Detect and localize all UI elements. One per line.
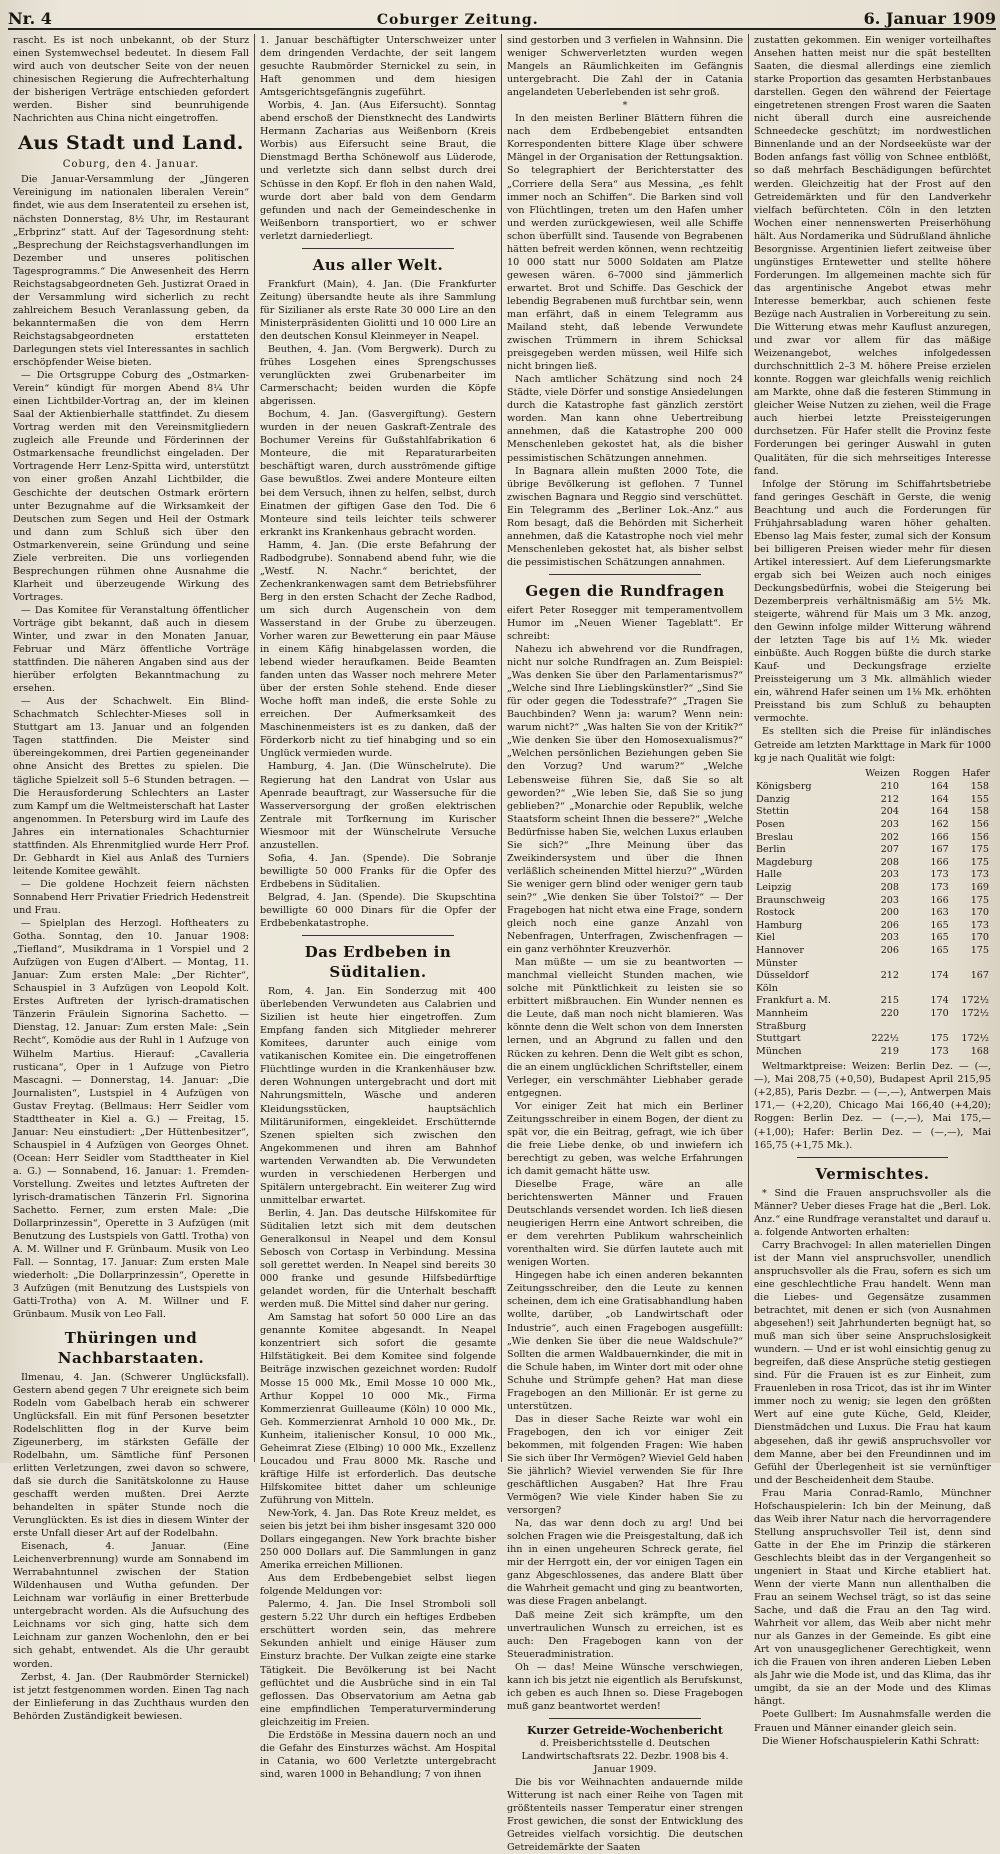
divider bbox=[797, 1157, 949, 1158]
city-cell: Frankfurt a. M. bbox=[756, 995, 831, 1007]
price-cell: 170 bbox=[970, 907, 989, 919]
price-cell: 203 bbox=[880, 932, 899, 944]
table-row bbox=[754, 920, 991, 933]
price-cell: 215 bbox=[880, 995, 899, 1007]
price-cell: 206 bbox=[880, 944, 899, 956]
price-cell: 206 bbox=[880, 919, 899, 931]
table-row bbox=[754, 794, 991, 807]
price-cell: 222½ bbox=[871, 1033, 899, 1045]
price-cell: 175 bbox=[970, 944, 989, 956]
article-paragraph: — Aus der Schachwelt. Ein Blind-Schachmatch Schlechter-Mieses soll in Stuttgart am 13. Januar und an folgenden Tagen stattfinden. Die Meister sind übereingekommen, drei Partien gegeneinander ohne Ansicht des Brettes zu spielen. Die tägliche Spielzeit soll 5–6 Stunden betragen. — Die Herausforderung Schlechters an Laster zum Kampf um die Weltmeisterschaft hat Laster angenommen. In Petersburg wird im Laufe des Jahres ein internationales Schachturnier stattfinden. Als Ehrenmitglied wurde Herr Prof. Dr. Gebhardt in Kiel aus Anlaß des Turniers leitende Komitee gewählt. bbox=[13, 696, 249, 877]
article-paragraph: sind gestorben und 3 verfielen in Wahnsinn. Die weniger Schwerverletzten wurden wegen Mangels an Räumlichkeiten im Gefängnis untergebracht. Die Zahl der in Catania angelandeten Ueberlebenden ist sehr groß. bbox=[507, 35, 743, 99]
section-heading: Gegen die Rundfragen bbox=[525, 581, 725, 600]
price-cell: 170 bbox=[970, 932, 989, 944]
city-cell: Rostock bbox=[756, 907, 795, 919]
column-4 bbox=[749, 34, 996, 1747]
article-paragraph: Bochum, 4. Jan. (Gasvergiftung). Gestern wurden in der neuen Gaskraft-Zentrale des Bochumer Vereins für Gußstahlfabrikation 6 Monteure, die mit Reparaturarbeiten beschäftigt waren, durch ausströmende giftige Gase bewußtlos. Zwei andere Monteure eilten bei dem Versuch, ihnen zu helfen, selbst, durch Einatmen der giftigen Gase den Tod. Die 6 Monteure sind teils leichter teils schwerer erkrankt ins Krankenhaus gebracht worden. bbox=[260, 409, 496, 538]
price-cell: 203 bbox=[880, 894, 899, 906]
price-cell: 165 bbox=[930, 919, 949, 931]
table-row bbox=[754, 983, 991, 996]
price-cell: 173 bbox=[970, 919, 989, 931]
divider bbox=[549, 574, 700, 575]
city-cell: Stuttgart bbox=[756, 1033, 801, 1045]
city-cell: Halle bbox=[756, 869, 782, 881]
price-cell: 155 bbox=[970, 793, 989, 805]
article-paragraph: Vor einiger Zeit hat mich ein Berliner Zeitungsschreiber in einem Bogen, der dient zu spät vor, die ein Beitrag, gefragt, wie ich über die freie Liebe denke, ob und inwiefern ich berechtigt zu geben, was welche Erfahrungen ich damit gemacht hätte usw. bbox=[507, 1100, 743, 1177]
dateline: Coburg, den 4. Januar. bbox=[62, 159, 200, 171]
table-row bbox=[754, 806, 991, 819]
article-paragraph: — Spielplan des Herzogl. Hoftheaters zu Gotha. Sonntag, den 10. Januar 1908: „Tiefland“, Musikdrama in 1 Vorspiel und 2 Aufzügen von Eugen d'Albert. — Montag, 11. Januar: Zum ersten Male: „Der Richter“, Schauspiel in 3 Aufzügen von Leopold Kolt. Erstes Auftreten der lyrisch-dramatischen Tänzerin Fräulein Signorina Sachetto. — Dienstag, 12. Januar: Zum ersten Male: „Sein Recht“, Komödie aus der Ruhl in 1 Aufzuge von Wilhelm Martius. Hierauf: „Cavalleria rusticana“, Oper in 1 Aufzuge von Pietro Mascagni. — Donnerstag, 14. Januar: „Die Journalisten“, Lustspiel in 4 Aufzügen von Gustav Freytag. (Bellmaus: Herr Seidler vom Stadttheater in Kiel a. G.) — Freitag, 15. Januar: Neu einstudiert: „Der Hüttenbesitzer“, Schauspiel in 4 Aufzügen von Georges Ohnet. (Ocean: Herr Seidler vom Stadttheater in Kiel a. G.) — Sonnabend, 16. Januar: 1. Fremden-Vorstellung. Zweites und letztes Auftreten der lyrisch-dramatischen Tänzerin Frl. Signorina Sachetto. Ferner, zum ersten Male: „Die Dollarprinzessin“, Operette in 3 Aufzügen (mit Benutzung des Lustspiels von Gattl. Trotha) von A. M. Willner und F. Grünbaum. Musik von Leo Fall. — Sonntag, 17. Januar: Zum ersten Male wiederholt: „Die Dollarprinzessin“, Operette in 3 Aufzügen (mit Benutzung des Lustspiels von Gatti-Trotha) von A. M. Willner und F. Grünbaum. Musik von Leo Fall. bbox=[13, 918, 249, 1321]
article-paragraph: — Das Komitee für Veranstaltung öffentlicher Vorträge gibt bekannt, daß auch in diesem Winter, und zwar in den Monaten Januar, Februar und März öffentliche Vorträge stattfinden. Die näheren Angaben sind aus der hierüber erfolgten Bekanntmachung zu ersehen. bbox=[13, 604, 249, 695]
article-paragraph: 1. Januar beschäftigter Unterschweizer unter dem dringenden Verdachte, der seit langem gesuchte Raubmörder Sternickel zu sein, in Haft genommen und dem hiesigen Amtsgerichtsgefängnis zugeführt. bbox=[260, 35, 496, 99]
article-paragraph: In Bagnara allein mußten 2000 Tote, die übrige Bevölkerung ist geflohen. 7 Tunnel zwischen Bagnara und Reggio sind verschüttet. Ein Telegramm des „Berliner Lok.-Anz.“ aus Rom besagt, daß die Behörden mit Sicherheit annehmen, daß die Katastrophe noch viel mehr Menschenleben gekostet hat, als bisher selbst die pessimistischen Schätzungen annahmen. bbox=[507, 465, 743, 568]
table-header-cell: Hafer bbox=[962, 767, 990, 779]
price-cell: 175 bbox=[970, 856, 989, 868]
table-row bbox=[754, 970, 991, 983]
section-heading: Thüringen und Nachbarstaaten. bbox=[57, 1328, 205, 1367]
price-cell: 175 bbox=[930, 1033, 949, 1045]
article-paragraph: Ilmenau, 4. Jan. (Schwerer Unglücksfall). Gestern abend gegen 7 Uhr ereignete sich beim Rodeln vom Gabelbach herab ein schwerer Unglücksfall. Ein mit fünf Personen besetzter Rodelschlitten flog in der Kurve beim Zigeunerberg, im stärksten Gefälle der Rodelbahn, um. Sämtliche fünf Personen erlitten Verletzungen, zwei davon so schwere, daß sie durch die Sanitätskolonne zu Hause geschafft werden mußten. Drei Aerzte behandelten in später Stunde noch die Verunglückten. Es ist dies in diesem Winter der erste Unfall dieser Art auf der Rodelbahn. bbox=[13, 1371, 249, 1540]
article-paragraph: Frankfurt (Main), 4. Jan. (Die Frankfurter Zeitung) übersandte heute als ihre Sammlung für Sizilianer als erste Rate 30 000 Lire an den Ministerpräsidenten Giolitti und 10 000 Lire an den deutschen Konsul Kleinmeyer in Neapel. bbox=[260, 278, 496, 342]
column-2 bbox=[255, 34, 502, 1780]
price-cell: 173 bbox=[930, 1045, 949, 1057]
price-cell: 156 bbox=[970, 831, 989, 843]
price-cell: 158 bbox=[970, 781, 989, 793]
table-header-cell bbox=[754, 767, 854, 782]
article-paragraph: Palermo, 4. Jan. Die Insel Stromboli soll gestern 5.22 Uhr durch ein heftiges Erdbeben erschüttert worden sein, das mehrere Sekunden anhielt und einige Häuser zum Einsturz brachte. Der Vulkan zeigte eine starke Tätigkeit. Die Bevölkerung ist bei Nacht geflüchtet und die Ausbrüche sind in ein Tal geflossen. Das Observatorium am Aetna gab eine empfindlichen Temperaturverminderung gleichzeitig im Freien. bbox=[260, 1599, 496, 1728]
table-row bbox=[754, 907, 991, 920]
article-paragraph: In den meisten Berliner Blättern führen die nach dem Erdbebengebiet entsandten Korrespondenten bittere Klage über schwere Mängel in der Organisation der Rettungsaktion. So telegraphiert der Berichterstatter des „Corriere della Sera“ aus Messina, „es fehlt immer noch an Schiffen“. Die Barken sind voll von Flüchtlingen, treten um den Hafen umher und werden zurückgewiesen, weil alle Schiffe schon überfüllt sind. Tausende von Begrabenen hätten befreit werden können, wenn rechtzeitig 10 000 statt nur 5000 Soldaten am Platze gewesen wären. 6–7000 sind jämmerlich erwartet. Brot und Schiffe. Das Geschick der lebendig Begrabenen muß furchtbar sein, wenn man erfährt, daß in einem Telegramm aus Mailand steht, daß lebende Verwundete zwischen Trümmern in ihrem Schicksal preisgegeben werden müssen, weil Hilfe sich nicht bringen ließ. bbox=[507, 113, 743, 373]
city-cell: Straßburg bbox=[756, 1020, 807, 1032]
grain-price-table bbox=[754, 767, 991, 1059]
price-cell: 166 bbox=[930, 894, 949, 906]
table-row bbox=[754, 882, 991, 895]
price-cell bbox=[854, 958, 901, 971]
table-row bbox=[754, 869, 991, 882]
table-row bbox=[754, 1046, 991, 1059]
price-cell: 220 bbox=[880, 1007, 899, 1019]
newspaper-title: Coburger Zeitung. bbox=[376, 12, 539, 28]
table-row bbox=[754, 895, 991, 908]
article-paragraph: Die bis vor Weihnachten andauernde milde Witterung ist nach einer Reihe von Tagen mit größtenteils nasser Temperatur einer strengen Frost gewichen, die sonst der Entwicklung des Getreides vielfach vorsichtig. Die deutschen Getreidemärkte der Saaten bbox=[507, 1777, 743, 1854]
separator-asterisk: * bbox=[622, 100, 628, 112]
city-cell: Hamburg bbox=[756, 919, 803, 931]
article-paragraph: Aus dem Erdbebengebiet selbst liegen folgende Meldungen vor: bbox=[260, 1573, 496, 1598]
price-cell: 203 bbox=[880, 869, 899, 881]
price-cell: 170 bbox=[930, 1007, 949, 1019]
price-cell: 208 bbox=[880, 881, 899, 893]
city-cell: Mannheim bbox=[756, 1007, 808, 1019]
section-heading: Aus aller Welt. bbox=[312, 255, 444, 274]
issue-number: Nr. 4 bbox=[8, 9, 52, 28]
article-paragraph: Berlin, 4. Jan. Das deutsche Hilfskomitee für Süditalien letzt sich mit dem deutschen Generalkonsul in Neapel und dem Konsul Sebosch von Cortasp in Verbindung. Messina soll gerettet werden. In Neapel sind bereits 30 000 franke und gesunde Hilfsbedürftige gelandet worden, für die Unterhalt beschafft werden muß. Die Mittel sind daher nur gering. bbox=[260, 1207, 496, 1311]
table-row bbox=[754, 1033, 991, 1046]
table-row bbox=[754, 844, 991, 857]
price-cell: 166 bbox=[930, 856, 949, 868]
price-cell: 172½ bbox=[961, 995, 989, 1007]
article-paragraph: Worbis, 4. Jan. (Aus Eifersucht). Sonntag abend erschoß der Dienstknecht des Landwirts Hermann Zacharias aus Weißenborn (Kreis Worbis) aus Eifersucht seine Braut, die Dienstmagd Bertha Schönewolf aus Lüderode, und verletzte sich dann selbst durch drei Schüsse in den Kopf. Er floh in den nahen Wald, wurde dort aber bald von dem Gendarm gefunden und nach der Gemeindeschenke in Weißenborn transportiert, wo er schwer verletzt darniederliegt. bbox=[260, 100, 496, 242]
price-cell: 169 bbox=[970, 881, 989, 893]
column-1 bbox=[8, 34, 255, 1722]
section-heading: Vermischtes. bbox=[815, 1164, 930, 1183]
masthead bbox=[8, 6, 996, 30]
price-cell: 203 bbox=[880, 819, 899, 830]
table-row bbox=[754, 857, 991, 870]
city-cell: Breslau bbox=[756, 831, 794, 843]
city-cell: Danzig bbox=[756, 793, 790, 805]
article-paragraph: New-York, 4. Jan. Das Rote Kreuz meldet, es seien bis jetzt bei ihm bisher insgesamt 320 000 Dollars eingegangen. New York brachte bisher 250 000 Dollars auf. Die Sammlungen in ganz Amerika erreichen Millionen. bbox=[260, 1507, 496, 1572]
price-cell bbox=[901, 1021, 951, 1034]
table-header-cell: Weizen bbox=[865, 767, 900, 779]
article-paragraph: Hamburg, 4. Jan. (Die Wünschelrute). Die Regierung hat den Landrat von Uslar aus Apenrade beauftragt, zur Wassersuche für die Wasserversorgung der großen elektrischen Zentrale mit Torfkernung im Kurischer Wiesmoor mit der Wünschelrute Versuche anzustellen. bbox=[260, 761, 496, 851]
price-cell: 168 bbox=[970, 1045, 989, 1057]
price-cell: 204 bbox=[880, 806, 899, 818]
price-cell bbox=[951, 983, 991, 996]
price-cell: 163 bbox=[930, 907, 949, 919]
table-row bbox=[754, 958, 991, 971]
price-cell: 167 bbox=[970, 970, 989, 982]
price-cell: 164 bbox=[930, 793, 949, 805]
price-cell: 219 bbox=[880, 1045, 899, 1057]
city-cell: Magdeburg bbox=[756, 856, 813, 868]
article-paragraph: Die Erdstöße in Messina dauern noch an und die Gefahr des Einsturzes wächst. Am Hospital in Catania, wo 600 Verletzte untergebracht sind, waren 1000 in Behandlung; 7 von ihnen bbox=[260, 1729, 496, 1780]
article-paragraph: Weltmarktpreise: Weizen: Berlin Dez. — (—,—), Mai 208,75 (+0,50), Budapest April 215,95 (+2,85), Paris Dezbr. — (—,—), Antwerpen Mais 171,— (+2,20), Chicago Mai 166,40 (+4,20); Roggen: Berlin Dez. — (—,—), Mai 175,— (+1,00); Hafer: Berlin Dez. — (—,—), Mai 165,75 (+1,75 Mk.). bbox=[754, 1061, 991, 1151]
table-row bbox=[754, 819, 991, 832]
price-cell bbox=[901, 958, 951, 971]
price-cell: 165 bbox=[930, 944, 949, 956]
article-paragraph: Nach amtlicher Schätzung sind noch 24 Städte, viele Dörfer und sonstige Ansiedelungen durch die Katastrophe fast gänzlich zerstört worden. Man kann ohne Uebertreibung annehmen, daß die Katastrophe 200 000 Menschenleben gekostet hat, als die bisher pessimistischen Schätzungen annehmen. bbox=[507, 374, 743, 464]
price-cell: 210 bbox=[880, 781, 899, 793]
article-paragraph: eifert Peter Rosegger mit temperamentvollem Humor im „Neuen Wiener Tageblatt“. Er schreibt: bbox=[507, 604, 743, 643]
table-header-cell: Roggen bbox=[912, 767, 950, 779]
price-cell bbox=[854, 1021, 901, 1034]
price-cell: 212 bbox=[880, 970, 899, 982]
article-paragraph: — Die goldene Hochzeit feiern nächsten Sonnabend Herr Privatier Friedrich Hedenstreit und Frau. bbox=[13, 878, 249, 916]
price-cell: 173 bbox=[930, 869, 949, 881]
column-3 bbox=[502, 34, 749, 1854]
price-cell: 156 bbox=[970, 819, 989, 830]
table-row bbox=[754, 1008, 991, 1021]
city-cell: Posen bbox=[756, 819, 785, 830]
section-heading: Das Erdbeben in Süditalien. bbox=[304, 943, 452, 982]
table-row bbox=[754, 995, 991, 1008]
article-paragraph: * Sind die Frauen anspruchsvoller als die Männer? Ueber dieses Frage hat die „Berl. Lok. Anz.“ eine Rundfrage veranstaltet und darauf u. a. folgende Antworten erhalten: bbox=[754, 1187, 991, 1238]
price-cell: 172½ bbox=[961, 1007, 989, 1019]
price-cell: 162 bbox=[930, 819, 949, 830]
city-cell: Leipzig bbox=[756, 881, 792, 893]
article-paragraph: Am Samstag hat sofort 50 000 Lire an das genannte Komitee abgesandt. In Neapel konzentriert sich sofort die gesamte Hilfstätigkeit. Bei dem Komitee sind folgende Beiträge inzwischen gezeichnet worden: Rudolf Mosse 15 000 Mk., Emil Mosse 10 000 Mk., Arthur Koppel 10 000 Mk., Firma Kommerzienrat Guilleaume (Köln) 10 000 Mk., Geh. Kommerzienrat Arnhold 10 000 Mk., Dr. Kunheim, italienischer Konsul, 10 000 Mk., Geheimrat Ziese (Elbing) 10 000 Mk., Exzellenz Loucadou und Frau 8000 Mk. Rasche und kräftige Hilfe ist erforderlich. Das deutsche Hilfskomitee bittet daher um schleunige Zuführung von Mitteln. bbox=[260, 1312, 496, 1506]
table-row bbox=[754, 832, 991, 845]
city-cell: Köln bbox=[756, 982, 778, 994]
section-heading: Kurzer Getreide-Wochenbericht bbox=[526, 1723, 723, 1737]
city-cell: Berlin bbox=[756, 844, 786, 856]
city-cell: Münster bbox=[756, 957, 798, 969]
article-paragraph: rascht. Es ist noch unbekannt, ob der Sturz einen Systemwechsel bedeutet. In diesem Fall wird auch von deutscher Seite von der neuen chinesischen Regierung die Aufrechterhaltung der bisherigen Verträge entschieden gefordert werden. Bisher sind beunruhigende Nachrichten aus China nicht eingetroffen. bbox=[13, 35, 249, 125]
price-cell: 207 bbox=[880, 844, 899, 856]
city-cell: Königsberg bbox=[756, 781, 812, 793]
report-subtitle: d. Preisberichtsstelle d. Deutschen Landwirtschaftsrats 22. Dezbr. 1908 bis 4. Januar 1909. bbox=[521, 1737, 729, 1776]
article-paragraph: Oh — das! Meine Wünsche verschwiegen, kann ich bis jetzt nie eigentlich als Berufskunst, ich geben es auch Ihnen so. Diese Fragebogen muß ganz beantwortet werden! bbox=[507, 1661, 743, 1712]
article-paragraph: Zerbst, 4. Jan. (Der Raubmörder Sternickel) ist jetzt festgenommen worden. Einen Tag nach der Einlieferung in das Zuchthaus wurden den Behörden Zuständigkeit bewiesen. bbox=[13, 1671, 249, 1722]
price-cell: 175 bbox=[970, 894, 989, 906]
price-cell: 165 bbox=[930, 932, 949, 944]
price-cell: 164 bbox=[930, 781, 949, 793]
price-cell: 200 bbox=[880, 907, 899, 919]
table-row bbox=[754, 945, 991, 958]
article-paragraph: — Die Ortsgruppe Coburg des „Ostmarken-Verein“ kündigt für morgen Abend 8¼ Uhr einen Lichtbilder-Vortrag an, der im kleinen Saal der Aktienbierhalle stattfindet. Zu diesem Vortrag werden mit den Vereinsmitgliedern zugleich alle Freunde und Förderinnen der Ostmarkensache freundlichst eingeladen. Der Vortragende Herr Lenz-Spitta wird, unterstützt von einer großen Anzahl Lichtbilder, die Geschichte der deutschen Ostmark erörtern unter Bezugnahme auf die Wirksamkeit der Deutschen zum Segen und Heil der Ostmark und dann zum Schluß sich über den Ostmarkenverein, seine Gründung und seine Ziele verbreiten. Die uns vorliegenden Besprechungen rühmen ohne Ausnahme die Klarheit und überzeugende Wirkung des Vortrages. bbox=[13, 370, 249, 603]
article-paragraph: Hingegen habe ich einen anderen bekannten Zeitungsschreiber, den die Leute zu kennen scheinen, dem ich eine Gratisabhandlung haben wollte, darüber, „ob Landwirtschaft oder Industrie“, auch einen Fragebogen ausgefüllt: „Wie denken Sie über die neue Waldschule?“ Sollten die armen Waldbauernkinder, die mit in die Schule haben, im Winter dort mit oder ohne Schuhe und Strümpfe gehen? Hat man diese Fragebogen an den Millionär. Er ist gerne zu unterstützen. bbox=[507, 1270, 743, 1412]
article-paragraph: Eisenach, 4. Januar. (Eine Leichenverbrennung) wurde am Sonnabend im Werrabahntunnel zwischen der Station Wildenhausen und Wutha gefunden. Der Leichnam war vorläufig in einer Bretterbude untergebracht worden. Als die Aufsuchung des Leichnams vor sich ging, hatte sich dem Leichnam zur ganzen Wochenlohn, den er bei sich gehabt, entwendet. Als die Uhr geraubt worden. bbox=[13, 1541, 249, 1670]
price-cell bbox=[951, 1021, 991, 1034]
article-paragraph: Belgrad, 4. Jan. (Spende). Die Skupschtina bewilligte 60 000 Dinars für die Opfer der Erdbebenkatastrophe. bbox=[260, 891, 496, 930]
price-cell: 166 bbox=[930, 831, 949, 843]
price-cell: 172½ bbox=[961, 1033, 989, 1045]
price-cell: 167 bbox=[930, 844, 949, 856]
article-paragraph: Dieselbe Frage, wäre an alle berichtenswerten Männer und Frauen Deutschlands versendet worden. Ich ließ diesen neugierigen Herrn eine Antwort schreiben, die er dem verehrten Publikum wahrscheinlich vorenthalten wird. Sie dürfen lautete auch mit wenigen Worten. bbox=[507, 1178, 743, 1269]
price-cell: 208 bbox=[880, 856, 899, 868]
article-paragraph: zustatten gekommen. Ein weniger vorteilhaftes Ansehen hatten meist nur die spät bestellten Saaten, die diesmal allerdings eine ziemlich starke Proportion das gesamten Herbstanbaues darstellen. Gegen den während der Feiertage eingetretenen strengen Frost waren die Saaten nicht überall durch eine ausreichende Schneedecke geschützt; im nordwestlichen Binnenlande und an der Nordseeküste war der Boden anfangs fast völlig von Schnee entblößt, so daß mehrfach Beschädigungen befürchtet werden. Gleichzeitig hat der Frost auf den Getreidemärkten und für den Landverkehr vielfach befürchteten. Cöln in den letzten Wochen einer nennenswerten Preiserhöhung hält. Aus Nordamerika und Südrußland ähnliche Besorgnisse. Argentinien liefert zeitweise über ungünstiges Erntewetter und stellte höhere Forderungen. Im allgemeinen machte sich für das argentinische Angebot etwas mehr Interesse bemerkbar, auch schienen feste Bezüge nach Australien in Vorbereitung zu sein. Die Witterung etwas mehr Kauflust anzuregen, und zwar vor allem für das mäßige Weizenangebot, welches infolgedessen durchschnittlich 2–3 M. höhere Preise erzielen konnte. Roggen war gleichfalls wenig reichlich am Markte, ohne daß die festeren Stimmung in gleicher Weise Nutzen zu ziehen, weil die Frage auch hierbei letzte Preissteigerungen durchsetzen. Für Hafer stellt die Provinz feste Forderungen bei geringer Auswahl in guten Qualitäten, für die sich mehrseitiges Interesse fand. bbox=[754, 35, 991, 477]
article-paragraph: Rom, 4. Jan. Ein Sonderzug mit 400 überlebenden Verwundeten aus Calabrien und Sizilien ist heute hier eingetroffen. Zum Empfang fanden sich Mitglieder mehrerer Komitees, darunter auch einige vom vatikanischen Komitee ein. Die eingetroffenen Flüchtlinge wurden in die Krankenhäuser bzw. deren Wohnungen untergebracht und dort mit Nahrungsmitteln, Wäsche und anderen Kleidungsstücken, hauptsächlich Militäruniformen, eingekleidet. Erschütternde Szenen spielten sich zwischen den Angekommenen und ihren am Bahnhof wartenden Verwandten ab. Die Verwundeten wurden in verschiedenen Herbergen und Spitälern untergebracht. Ein weiterer Zug wird unmittelbar erwartet. bbox=[260, 986, 496, 1206]
table-row bbox=[754, 1021, 991, 1034]
article-paragraph: Es stellten sich die Preise für inländisches Getreide am letzten Markttage in Mark für 1000 kg je nach Qualität wie folgt: bbox=[754, 726, 991, 764]
divider bbox=[302, 935, 453, 936]
divider bbox=[549, 1718, 700, 1719]
article-paragraph: Daß meine Zeit sich krämpfte, um den unvertraulichen Wunsch zu erreichen, ist es auch: Den Fragebogen kann von der Steueradministration. bbox=[507, 1609, 743, 1660]
city-cell: Hannover bbox=[756, 944, 804, 956]
price-cell: 173 bbox=[930, 881, 949, 893]
price-cell: 175 bbox=[970, 844, 989, 856]
article-paragraph: Poete Gullbert: Im Ausnahmsfalle werden die Frauen und Männer einander gleich sein. bbox=[754, 1709, 991, 1734]
table-row bbox=[754, 781, 991, 794]
columns bbox=[8, 34, 996, 1854]
city-cell: Düsseldorf bbox=[756, 970, 809, 982]
article-paragraph: Die Wiener Hofschauspielerin Kathi Schratt: bbox=[762, 1735, 980, 1747]
section-heading: Aus Stadt und Land. bbox=[18, 132, 244, 155]
price-cell: 174 bbox=[930, 995, 949, 1007]
article-paragraph: Infolge der Störung im Schiffahrtsbetriebe fand geringes Geschäft in Gerste, die wenig Beachtung und auch die Forderungen für Frühjahrsabladung waren höher gehalten. Ebenso lag Mais fester, zumal sich der Konsum bei billigeren Preisen wieder mehr für diesen Artikel interessiert. Auf dem Lieferungsmarkte ergab sich bei Weizen auch noch einiges Deckungsbedürfnis, wobei die Steigerung bei Dezemberpreis verhältnismäßig am 5½ Mk. steigerte, während für Mais um 3 Mk. anzog, den Gewinn infolge milder Witterung während der letzten Tage bis auf 1½ Mk. wieder einbüßte. Auch Roggen büßte die durch starke Kauf- und Deckungsfrage erzielte Preissteigerung um 3 Mk. allmählich wieder ein, während Hafer seinen um 1⅛ Mk. erhöhten Preisstand bis zum Schluß zu behaupten vermochte. bbox=[754, 478, 991, 725]
price-cell bbox=[854, 983, 901, 996]
article-paragraph: Man müßte — um sie zu beantworten — manchmal vielleicht Stunden machen, wie solche mit Pünktlichkeit zu leisten sie so erbittert mißbrauchen. Ein Wunder nennen es die Leute, daß man noch nicht blamieren. Was könnte denn die Welt schon von dem Innersten lernen, und an Abgrund zu fallen und den Rücken zu kehren. Denn die Welt gibt es schon, die an einem unglücklichen Schriftsteller, einem Verleger, ein verschmähter Liebhaber gerade entgegnen. bbox=[507, 957, 743, 1099]
article-paragraph: Na, das war denn doch zu arg! Und bei solchen Fragen wie die Preisgestaltung, daß ich ihn in einen ungeheuren Schreck gerate, fiel mir der Herrgott ein, der vor einigen Tagen ein ganz Abgeschlossenes, das andere Blatt über die Wahrheit gemacht und ging zu beantworten, was diese Fragen anbelangt. bbox=[507, 1518, 743, 1608]
price-cell bbox=[901, 983, 951, 996]
price-cell: 212 bbox=[880, 793, 899, 805]
price-cell bbox=[951, 958, 991, 971]
article-paragraph: Nahezu ich abwehrend vor die Rundfragen, nicht nur solche Rundfragen an. Zum Beispiel: „Was denken Sie über den Parlamentarismus?“ „Welche sind Ihre Lieblingskünstler?“ „Sind Sie für oder gegen die Todesstrafe?“ „Tragen Sie Bauchbinden? Wenn ja: warum? Wenn nein: warum nicht?“ „Was halten Sie von der Kritik?“ „Wie denken Sie über den Homosexualismus?“ „Welchen persönlichen Beziehungen geben Sie den Vorzug? Und warum?“ „Welche Lebensweise führen Sie, daß Sie so alt geworden?“ „Wie leben Sie, daß Sie so jung geblieben?“ „Monarchie oder Republik, welche Staatsform scheint Ihnen die bessere?“ „Welche Bedürfnisse haben Sie, welchen Luxus erlauben Sie sich?“ „Ihre Meinung über das Zweikindersystem und über die Ihnen verläßlich scheinenden Mittel hierzu?“ „Würden Sie weniger gern blind oder weniger gern taub sein?“ „Wie denken Sie über Tolstoi?“ — Der Fragebogen hat nicht etwa eine Frage, sondern gleich noch eine ganze Anzahl von Nebenfragen, Unterfragen, Zwischenfragen — ein ganz verhöhnter Kreuzverhör. bbox=[507, 644, 743, 956]
table-header-row bbox=[754, 767, 991, 782]
price-cell: 202 bbox=[880, 831, 899, 843]
article-paragraph: Frau Maria Conrad-Ramlo, Münchner Hofschauspielerin: Ich bin der Meinung, daß das Weib ihrer Natur nach die hervorragendere Stellung anspruchsvoller Teil ist, denn sind Gatte in der Ehe im Prinzip die stärkeren Geschlechts bleibt das in der Vergangenheit so ungeniert in Staat und Kirche etabliert hat. Wenn der vierte Mann nun allenthalben die Frau an seinem Wechsel trägt, so ist das seine Sache, und daß die Frau an den Tag wird. Wahrheit vor allem, das Weib aber nicht mehr nur als Ganzes in der Gemeinde. Es gibt eine Art von unausgeglichener Gerechtigkeit, wenn ich die Frauen von ihren anderen Lieben Leben als Jahr wie die Mode ist, und das Klima, das ihr umgibt, da sie an der Mode und des Klimas hängt. bbox=[754, 1487, 991, 1708]
article-paragraph: Hamm, 4. Jan. (Die erste Befahrung der Radbodgrube). Sonnabend abend fuhr, wie die „Westf. N. Nachr.“ berichtet, der Zechenkrankenwagen samt dem Betriebsführer Berg in den ersten Schacht der Zeche Radbod, um sich durch Augenschein von dem Wasserstand in der Grube zu überzeugen. Vorher waren zur Bewetterung ein paar Mäuse in einem Käfig hinabgelassen worden, die lebend wieder heraufkamen. Beide Beamten fanden unten das Wasser noch mehrere Meter über der ersten Sohle stehend. Ende dieser Woche hofft man indeß, die erste Sohle zu erreichen. Der Aufmerksamkeit des Maschinenmeisters ist es zu danken, daß der Förderkorb nicht zu tief hinabging und so ein Unglück vermieden wurde. bbox=[260, 539, 496, 760]
issue-date: 6. Januar 1909 bbox=[863, 9, 996, 28]
city-cell: Braunschweig bbox=[756, 894, 826, 906]
article-paragraph: Sofia, 4. Jan. (Spende). Die Sobranje bewilligte 50 000 Franks für die Opfer des Erdbebens in Süditalien. bbox=[260, 852, 496, 890]
article-paragraph: Die Januar-Versammlung der „Jüngeren Vereinigung im nationalen liberalen Verein“ findet, wie aus dem Inseratenteil zu ersehen ist, nächsten Donnerstag, 8½ Uhr, im Restaurant „Erbprinz“ statt. Auf der Tagesordnung steht: „Besprechung der Reichstagsverhandlungen im Dezember und unseres politischen Tagesprogramms.“ Die Anwesenheit des Herrn Reichstagsabgeordneten Geh. Justizrat Oraed in der Versammlung wird sicherlich zu recht zahlreichem Besuch Veranlassung geben, da bekanntermaßen die von dem Herrn Reichstagsabgeordneten erstatteten Darlegungen stets viel Interessantes in sachlich erschöpfender Weise bieten. bbox=[13, 174, 249, 369]
table-row bbox=[754, 932, 991, 945]
divider bbox=[302, 248, 453, 249]
price-cell: 174 bbox=[930, 970, 949, 982]
price-cell: 164 bbox=[930, 806, 949, 818]
article-paragraph: Das in dieser Sache Reizte war wohl ein Fragebogen, den ich vor einiger Zeit bekommen, mit folgenden Fragen: Wie haben Sie sich über Ihr Vermögen? Wieviel Geld haben Sie jährlich? Wieviel verwenden Sie für Ihre geschäftlichen Ausgaben? Hat Ihre Frau Vermögen? Wie viele Kinder haben Sie zu versorgen? bbox=[507, 1413, 743, 1517]
article-paragraph: Beuthen, 4. Jan. (Vom Bergwerk). Durch zu frühes Losgehen eines Sprengschusses verunglückten zwei Grubenarbeiter im Carmerschacht; beiden wurden die Köpfe abgerissen. bbox=[260, 343, 496, 408]
city-cell: Stettin bbox=[756, 806, 790, 818]
article-paragraph: Carry Brachvogel: In allen materiellen Dingen ist der Mann viel anspruchsvoller, unendlich anspruchsvoller als die Frau, sofern es sich um eine geschlechtliche Frau handelt. Wenn man die Liebes- und Gegensätze zusammen betrachtet, mit denen er sich (von Ausnahmen abgesehen!) seit Jahrhunderten begnügt hat, so muß man sich über seine Anspruchslosigkeit wundern. — Und er ist wohl einsichtig genug zu begreifen, daß diese Ansprüche stetig gestiegen sind. Für die Frauen ist es zur Einheit, zum Frauenleben in rosa Tricot, das ist ihr im Winter immer noch zu wenig; sie legen den größten Wert auf eine gute Küche, Geld, Kleider, Dienstmädchen und Luxus. Die Frau hat kaum abgesehen, daß ihr gewiß anspruchsvoller vor dem Manne, aber bei den Freundinnen und im Gefühl der Überlegenheit ist sie vernünftiger und der Bescheidenheit dem Staube. bbox=[754, 1239, 991, 1486]
city-cell: Kiel bbox=[756, 932, 775, 944]
price-cell: 158 bbox=[970, 806, 989, 818]
price-cell: 173 bbox=[970, 869, 989, 881]
city-cell: München bbox=[756, 1045, 802, 1057]
